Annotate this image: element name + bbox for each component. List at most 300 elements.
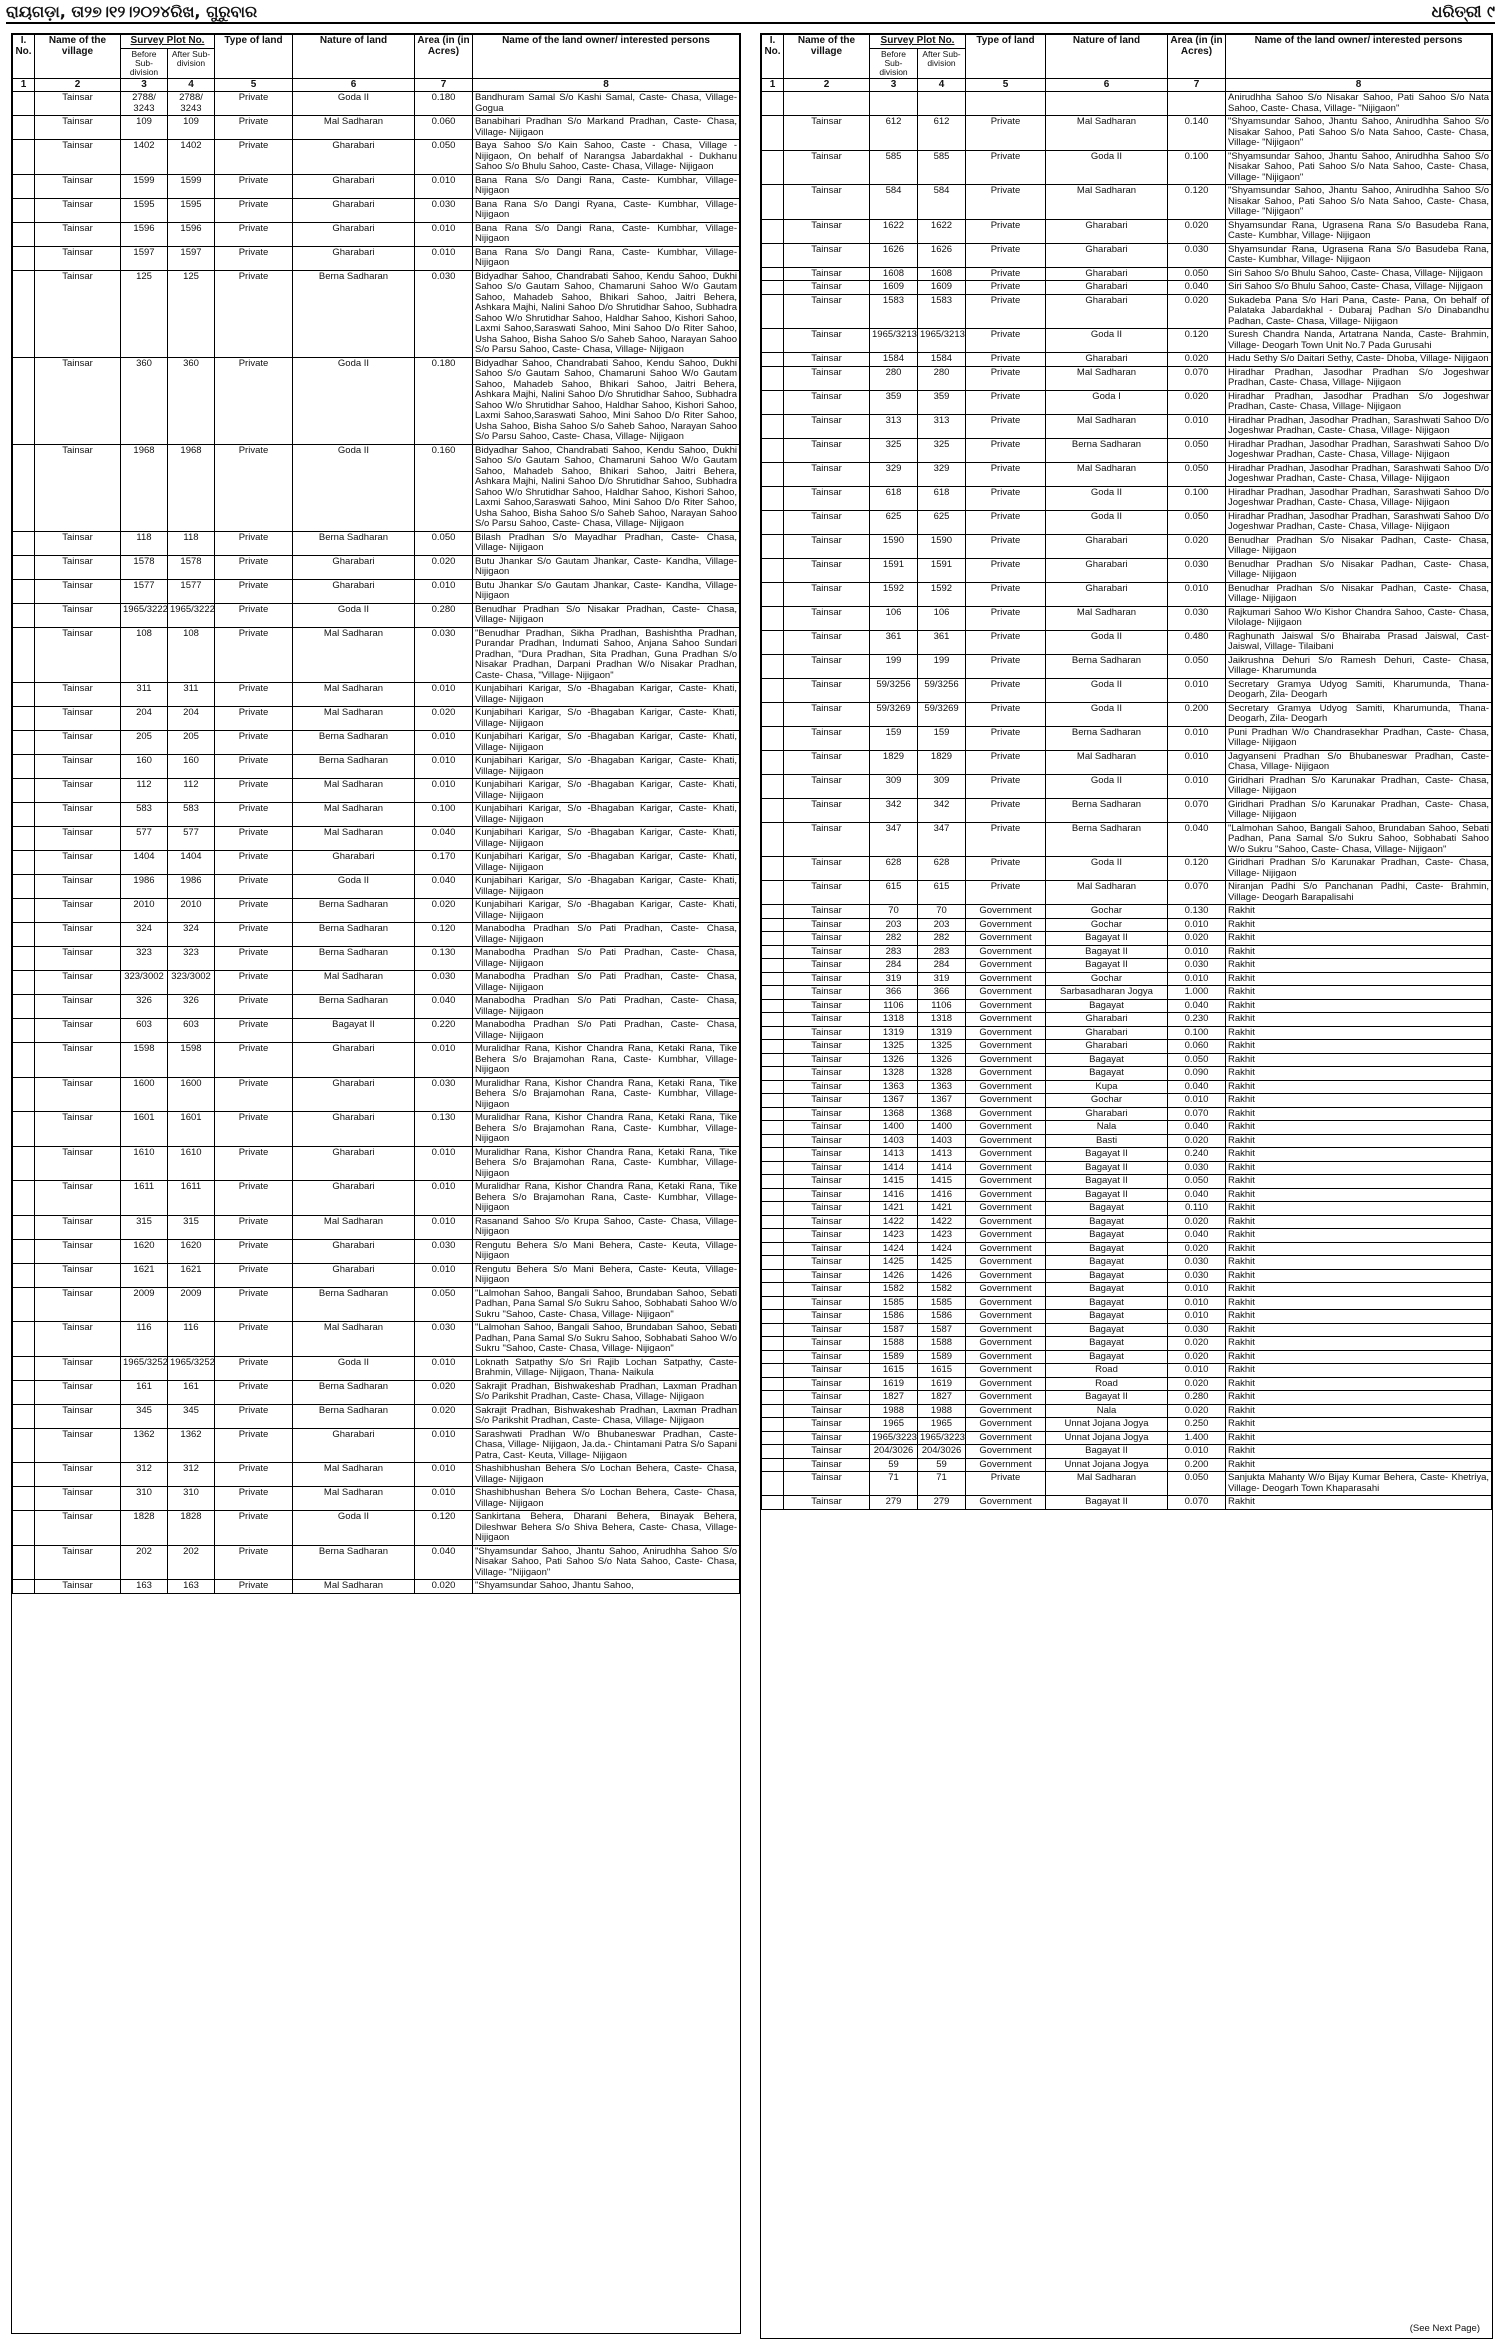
cell-owner: Bidyadhar Sahoo, Chandrabati Sahoo, Kendu Sahoo, Dukhi Sahoo S/o Gautam Sahoo, Chamaruni Sahoo W/o Gautam Sahoo, Mahadeb Sahoo, Bhikari Sahoo, Jaitri Behera, Ashkara Majhi, Nalini Sahoo D/o Shrutidhar Sahoo, Subhadra Sahoo W/o Shrutidhar Sahoo, Haldhar Sahoo, Kishori Sahoo, Laxmi Sahoo,Saraswati Sahoo, Mini Sahoo D/o Riter Sahoo, Usha Sahoo, Bisha Sahoo S/o Saheb Sahoo, Narayan Sahoo S/o Parsu Sahoo, Caste- Chasa, Village- Nijigaon	[473, 357, 740, 444]
cell-nature: Gharabari	[1046, 1040, 1168, 1054]
cell-owner: Rajkumari Sahoo W/o Kishor Chandra Sahoo, Caste- Chasa, Vilolage- Nijigaon	[1226, 606, 1492, 630]
cell-sl	[13, 899, 35, 923]
cell-village: Tainsar	[784, 1121, 870, 1135]
cell-type: Government	[966, 1377, 1046, 1391]
cell-before: 1413	[870, 1148, 918, 1162]
table-row	[13, 1322, 740, 1357]
cell-area: 0.050	[1168, 267, 1226, 281]
table-row	[13, 1580, 740, 1594]
cell-type: Private	[966, 486, 1046, 510]
table-row	[762, 1094, 1492, 1108]
cell-nature: Goda II	[293, 92, 415, 116]
col-number: 6	[293, 78, 415, 92]
table-row	[762, 1188, 1492, 1202]
cell-after: 618	[918, 486, 966, 510]
cell-nature: Gharabari	[293, 555, 415, 579]
cell-area: 0.100	[1168, 486, 1226, 510]
cell-area: 0.070	[1168, 881, 1226, 905]
cell-type: Government	[966, 1215, 1046, 1229]
cell-owner: Manabodha Pradhan S/o Pati Pradhan, Caste- Chasa, Village- Nijigaon	[473, 947, 740, 971]
cell-owner: Rakhit	[1226, 1269, 1492, 1283]
cell-before: 282	[870, 932, 918, 946]
cell-owner: Rakhit	[1226, 986, 1492, 1000]
header-date: ରାୟଗଡ଼ା, ତା୨୭।୧୨।୨୦୨୪ରିଖ, ଗୁରୁବାର	[6, 2, 258, 21]
cell-village: Tainsar	[784, 1337, 870, 1351]
cell-after: 1328	[918, 1067, 966, 1081]
cell-owner: "Shyamsundar Sahoo, Jhantu Sahoo, Anirudhha Sahoo S/o Nisakar Sahoo, Pati Sahoo S/o Nata Sahoo, Caste- Chasa, Village- "Nijigaon"	[1226, 150, 1492, 185]
cell-village: Tainsar	[784, 905, 870, 919]
cell-owner: Rakhit	[1226, 1445, 1492, 1459]
cell-nature: Basti	[1046, 1134, 1168, 1148]
cell-nature: Berna Sadharan	[293, 270, 415, 357]
cell-village: Tainsar	[35, 1580, 121, 1594]
cell-area: 0.060	[415, 116, 473, 140]
cell-after: 319	[918, 972, 966, 986]
cell-type: Private	[966, 366, 1046, 390]
cell-before: 1965/3223	[870, 1431, 918, 1445]
cell-nature: Kupa	[1046, 1080, 1168, 1094]
cell-village: Tainsar	[35, 627, 121, 683]
cell-before: 1416	[870, 1188, 918, 1202]
cell-before: 118	[121, 531, 168, 555]
cell-village: Tainsar	[784, 582, 870, 606]
cell-sl	[13, 779, 35, 803]
cell-after: 1326	[918, 1053, 966, 1067]
cell-after: 625	[918, 510, 966, 534]
cell-after: 577	[168, 827, 215, 851]
cell-before: 326	[121, 995, 168, 1019]
table-row	[13, 707, 740, 731]
cell-type: Government	[966, 1256, 1046, 1270]
cell-nature: Gharabari	[293, 246, 415, 270]
table-row	[762, 1323, 1492, 1337]
cell-area: 0.050	[1168, 654, 1226, 678]
cell-owner: Rakhit	[1226, 1013, 1492, 1027]
cell-after: 584	[918, 185, 966, 220]
cell-after: 2788/ 3243	[168, 92, 215, 116]
cell-owner: Rakhit	[1226, 1121, 1492, 1135]
cell-nature: Goda II	[1046, 630, 1168, 654]
cell-village: Tainsar	[35, 198, 121, 222]
cell-area: 0.120	[1168, 857, 1226, 881]
cell-area: 0.020	[1168, 932, 1226, 946]
cell-type: Government	[966, 1269, 1046, 1283]
cell-owner: Rakhit	[1226, 1418, 1492, 1432]
cell-after: 1426	[918, 1269, 966, 1283]
table-row	[762, 945, 1492, 959]
table-row	[762, 1053, 1492, 1067]
table-row	[13, 92, 740, 116]
left-table-body	[13, 92, 740, 1594]
cell-before: 59/3269	[870, 702, 918, 726]
cell-area: 0.040	[1168, 999, 1226, 1013]
cell-sl	[762, 1256, 784, 1270]
cell-owner: Banabihari Pradhan S/o Markand Pradhan, Caste- Chasa, Village- Nijigaon	[473, 116, 740, 140]
cell-owner: Manabodha Pradhan S/o Pati Pradhan, Caste- Chasa, Village- Nijigaon	[473, 923, 740, 947]
cell-area: 0.230	[1168, 1013, 1226, 1027]
cell-area: 0.010	[1168, 678, 1226, 702]
cell-type: Government	[966, 1013, 1046, 1027]
cell-village: Tainsar	[784, 1350, 870, 1364]
cell-village: Tainsar	[35, 1019, 121, 1043]
cell-before: 1965/3213	[870, 329, 918, 353]
cell-nature: Goda II	[293, 875, 415, 899]
cell-before	[870, 92, 918, 116]
cell-area: 0.040	[415, 875, 473, 899]
cell-village: Tainsar	[784, 918, 870, 932]
cell-nature: Bagayat II	[1046, 1175, 1168, 1189]
table-row	[13, 947, 740, 971]
cell-nature: Nala	[1046, 1121, 1168, 1135]
cell-type: Private	[215, 683, 293, 707]
cell-before: 1595	[121, 198, 168, 222]
table-row	[13, 1463, 740, 1487]
cell-nature: Gharabari	[1046, 219, 1168, 243]
cell-after: 1421	[918, 1202, 966, 1216]
cell-village: Tainsar	[784, 774, 870, 798]
cell-nature: Gharabari	[293, 851, 415, 875]
cell-owner: Manabodha Pradhan S/o Pati Pradhan, Caste- Chasa, Village- Nijigaon	[473, 1019, 740, 1043]
cell-area: 0.010	[1168, 945, 1226, 959]
cell-sl	[13, 579, 35, 603]
cell-village: Tainsar	[35, 899, 121, 923]
cell-village: Tainsar	[35, 1215, 121, 1239]
cell-owner: Rakhit	[1226, 1215, 1492, 1229]
table-row	[13, 1511, 740, 1546]
cell-owner: Rakhit	[1226, 1148, 1492, 1162]
cell-type: Government	[966, 1148, 1046, 1162]
cell-area: 0.010	[415, 683, 473, 707]
cell-nature: Mal Sadharan	[1046, 462, 1168, 486]
header-area: Area (in (in Acres)	[1168, 35, 1226, 79]
cell-type: Government	[966, 972, 1046, 986]
cell-nature: Goda II	[1046, 150, 1168, 185]
cell-before: 1599	[121, 174, 168, 198]
cell-area: 0.010	[1168, 1445, 1226, 1459]
cell-owner: Manabodha Pradhan S/o Pati Pradhan, Caste- Chasa, Village- Nijigaon	[473, 995, 740, 1019]
cell-nature: Berna Sadharan	[293, 1287, 415, 1322]
cell-village: Tainsar	[784, 1377, 870, 1391]
table-row	[13, 1181, 740, 1216]
cell-nature: Mal Sadharan	[293, 1487, 415, 1511]
cell-type: Private	[215, 707, 293, 731]
cell-village: Tainsar	[784, 438, 870, 462]
cell-after: 1609	[918, 281, 966, 295]
table-row	[762, 959, 1492, 973]
cell-before: 323	[121, 947, 168, 971]
cell-sl	[762, 1431, 784, 1445]
header-type: Type of land	[215, 35, 293, 79]
cell-area: 0.040	[1168, 1121, 1226, 1135]
cell-nature: Gharabari	[1046, 281, 1168, 295]
table-row	[762, 329, 1492, 353]
cell-nature: Goda II	[1046, 486, 1168, 510]
table-row	[762, 1202, 1492, 1216]
cell-area: 0.030	[1168, 1323, 1226, 1337]
cell-after: 1600	[168, 1077, 215, 1112]
cell-village: Tainsar	[35, 555, 121, 579]
cell-village: Tainsar	[35, 1146, 121, 1181]
cell-before: 108	[121, 627, 168, 683]
cell-before: 1621	[121, 1263, 168, 1287]
cell-type: Private	[215, 923, 293, 947]
cell-sl	[762, 1067, 784, 1081]
cell-village: Tainsar	[784, 750, 870, 774]
cell-after: 1368	[918, 1107, 966, 1121]
cell-owner: Loknath Satpathy S/o Sri Rajib Lochan Satpathy, Caste- Brahmin, Village- Nijigaon, Thana- Naikula	[473, 1356, 740, 1380]
cell-village: Tainsar	[35, 1511, 121, 1546]
table-row	[762, 462, 1492, 486]
cell-before: 1362	[121, 1428, 168, 1463]
cell-type: Private	[215, 270, 293, 357]
cell-village: Tainsar	[784, 654, 870, 678]
cell-nature: Bagayat II	[1046, 1445, 1168, 1459]
cell-sl	[762, 1445, 784, 1459]
cell-nature: Berna Sadharan	[1046, 438, 1168, 462]
cell-village: Tainsar	[35, 875, 121, 899]
cell-village: Tainsar	[784, 1013, 870, 1027]
cell-sl	[762, 1418, 784, 1432]
table-row	[13, 1404, 740, 1428]
cell-after: 1585	[918, 1296, 966, 1310]
table-row	[762, 1013, 1492, 1027]
cell-before: 283	[870, 945, 918, 959]
header-page-number: ଧରିତ୍ରୀ ୯	[1431, 2, 1495, 21]
cell-area: 0.130	[1168, 905, 1226, 919]
cell-type: Private	[215, 579, 293, 603]
cell-owner: Rakhit	[1226, 959, 1492, 973]
cell-sl	[762, 1080, 784, 1094]
cell-owner: Rakhit	[1226, 905, 1492, 919]
cell-owner: Suresh Chandra Nanda, Artatrana Nanda, Caste- Brahmin, Village- Deogarh Town Unit No.7 Pada Gurusahi	[1226, 329, 1492, 353]
cell-after: 108	[168, 627, 215, 683]
cell-village: Tainsar	[784, 366, 870, 390]
cell-area: 0.010	[415, 1487, 473, 1511]
cell-nature: Goda II	[293, 444, 415, 531]
cell-area: 0.010	[1168, 918, 1226, 932]
cell-sl	[13, 875, 35, 899]
cell-before: 585	[870, 150, 918, 185]
cell-type: Government	[966, 959, 1046, 973]
cell-after: 1414	[918, 1161, 966, 1175]
table-row	[762, 1418, 1492, 1432]
cell-village: Tainsar	[784, 1310, 870, 1324]
cell-area: 0.200	[1168, 702, 1226, 726]
cell-village: Tainsar	[784, 1296, 870, 1310]
cell-before: 59/3256	[870, 678, 918, 702]
cell-type: Private	[966, 534, 1046, 558]
cell-before: 1596	[121, 222, 168, 246]
cell-area: 0.030	[1168, 243, 1226, 267]
cell-area: 0.090	[1168, 1067, 1226, 1081]
cell-type: Government	[966, 1040, 1046, 1054]
cell-after: 612	[918, 116, 966, 151]
cell-area: 0.020	[1168, 1377, 1226, 1391]
cell-owner: Butu Jhankar S/o Gautam Jhankar, Caste- Kandha, Village- Nijigaon	[473, 555, 740, 579]
cell-type: Government	[966, 1445, 1046, 1459]
cell-type: Private	[215, 140, 293, 175]
header-before: Before Sub-division	[121, 48, 168, 78]
table-row	[762, 654, 1492, 678]
cell-area: 0.010	[1168, 1310, 1226, 1324]
cell-before: 309	[870, 774, 918, 798]
cell-sl	[13, 444, 35, 531]
cell-after: 1988	[918, 1404, 966, 1418]
cell-before: 1106	[870, 999, 918, 1013]
cell-owner: Kunjabihari Karigar, S/o -Bhagaban Karigar, Caste- Khati, Village- Nijigaon	[473, 779, 740, 803]
cell-nature: Gharabari	[293, 1112, 415, 1147]
cell-sl	[13, 1380, 35, 1404]
cell-area: 0.100	[1168, 1026, 1226, 1040]
cell-area: 0.280	[415, 603, 473, 627]
table-row	[13, 923, 740, 947]
cell-after: 1827	[918, 1391, 966, 1405]
cell-owner: Rakhit	[1226, 1175, 1492, 1189]
cell-village: Tainsar	[784, 1496, 870, 1510]
cell-area: 0.010	[1168, 1283, 1226, 1297]
cell-sl	[762, 654, 784, 678]
cell-type: Private	[215, 851, 293, 875]
cell-before: 313	[870, 414, 918, 438]
cell-owner: Rakhit	[1226, 999, 1492, 1013]
cell-village: Tainsar	[35, 357, 121, 444]
cell-village: Tainsar	[784, 294, 870, 329]
cell-after: 1622	[918, 219, 966, 243]
col-number: 5	[215, 78, 293, 92]
cell-sl	[13, 731, 35, 755]
cell-owner: Benudhar Pradhan S/o Nisakar Padhan, Caste- Chasa, Village- Nijigaon	[1226, 534, 1492, 558]
cell-sl	[13, 707, 35, 731]
cell-owner: Rakhit	[1226, 1040, 1492, 1054]
cell-nature: Gochar	[1046, 1094, 1168, 1108]
cell-nature: Bagayat II	[1046, 1148, 1168, 1162]
cell-owner: Giridhari Pradhan S/o Karunakar Pradhan, Caste- Chasa, Village- Nijigaon	[1226, 774, 1492, 798]
cell-type: Private	[966, 329, 1046, 353]
cell-before: 1421	[870, 1202, 918, 1216]
table-row	[762, 1175, 1492, 1189]
cell-nature: Unnat Jojana Jogya	[1046, 1418, 1168, 1432]
cell-type: Government	[966, 999, 1046, 1013]
cell-area: 0.010	[415, 1428, 473, 1463]
col-number: 3	[121, 78, 168, 92]
cell-village: Tainsar	[35, 755, 121, 779]
cell-before: 1968	[121, 444, 168, 531]
cell-area: 0.220	[415, 1019, 473, 1043]
cell-before: 204/3026	[870, 1445, 918, 1459]
cell-before: 360	[121, 357, 168, 444]
cell-area: 0.020	[415, 1580, 473, 1594]
cell-sl	[762, 1094, 784, 1108]
cell-village: Tainsar	[784, 932, 870, 946]
cell-after: 1828	[168, 1511, 215, 1546]
cell-village: Tainsar	[35, 222, 121, 246]
cell-owner: Benudhar Pradhan S/o Nisakar Padhan, Caste- Chasa, Village- Nijigaon	[1226, 558, 1492, 582]
cell-sl	[13, 1428, 35, 1463]
cell-nature: Berna Sadharan	[1046, 654, 1168, 678]
header-after: After Sub-division	[918, 48, 966, 78]
cell-area: 0.170	[415, 851, 473, 875]
cell-after: 326	[168, 995, 215, 1019]
cell-nature: Bagayat	[1046, 1067, 1168, 1081]
cell-before: 366	[870, 986, 918, 1000]
cell-type: Private	[215, 1463, 293, 1487]
cell-type: Government	[966, 1296, 1046, 1310]
table-row	[762, 267, 1492, 281]
cell-nature: Goda II	[1046, 329, 1168, 353]
table-row	[762, 366, 1492, 390]
cell-sl	[13, 1019, 35, 1043]
cell-after: 342	[918, 798, 966, 822]
cell-type: Private	[215, 1511, 293, 1546]
cell-owner: Rakhit	[1226, 1188, 1492, 1202]
cell-area: 0.040	[1168, 1229, 1226, 1243]
col-number: 7	[1168, 78, 1226, 92]
cell-sl	[762, 1107, 784, 1121]
cell-before: 310	[121, 1487, 168, 1511]
cell-owner: Rakhit	[1226, 972, 1492, 986]
cell-type: Private	[966, 294, 1046, 329]
cell-area: 0.010	[1168, 1296, 1226, 1310]
cell-owner: Rakhit	[1226, 1242, 1492, 1256]
cell-sl	[762, 534, 784, 558]
cell-before: 1587	[870, 1323, 918, 1337]
cell-owner: Rakhit	[1226, 1296, 1492, 1310]
cell-after: 1965/3252	[168, 1356, 215, 1380]
cell-nature: Gharabari	[1046, 534, 1168, 558]
table-row	[13, 1112, 740, 1147]
cell-nature: Bagayat	[1046, 1215, 1168, 1229]
cell-before: 1425	[870, 1256, 918, 1270]
cell-owner: Rakhit	[1226, 1107, 1492, 1121]
cell-sl	[762, 1269, 784, 1283]
cell-village: Tainsar	[35, 1181, 121, 1216]
page-header	[6, 0, 1495, 22]
table-row	[762, 774, 1492, 798]
cell-village: Tainsar	[35, 174, 121, 198]
cell-after: 2010	[168, 899, 215, 923]
table-row	[762, 486, 1492, 510]
cell-type: Private	[215, 827, 293, 851]
cell-village: Tainsar	[784, 243, 870, 267]
cell-before: 583	[121, 803, 168, 827]
cell-after: 1584	[918, 353, 966, 367]
cell-village: Tainsar	[784, 702, 870, 726]
cell-after: 313	[918, 414, 966, 438]
table-row	[13, 1545, 740, 1580]
cell-before: 1600	[121, 1077, 168, 1112]
cell-type: Government	[966, 1188, 1046, 1202]
col-number: 3	[870, 78, 918, 92]
cell-area: 0.020	[1168, 1350, 1226, 1364]
cell-owner: Kunjabihari Karigar, S/o -Bhagaban Karigar, Caste- Khati, Village- Nijigaon	[473, 875, 740, 899]
cell-sl	[762, 116, 784, 151]
cell-owner: Sakrajit Pradhan, Bishwakeshab Pradhan, Laxman Pradhan S/o Parikshit Pradhan, Caste- Chasa, Village- Nijigaon	[473, 1404, 740, 1428]
table-row	[762, 1161, 1492, 1175]
cell-after: 284	[918, 959, 966, 973]
cell-type: Private	[966, 798, 1046, 822]
cell-after: 59/3269	[918, 702, 966, 726]
cell-type: Private	[215, 174, 293, 198]
cell-type: Private	[966, 726, 1046, 750]
cell-before: 1404	[121, 851, 168, 875]
cell-type: Private	[215, 531, 293, 555]
cell-village: Tainsar	[784, 1404, 870, 1418]
cell-owner: Niranjan Padhi S/o Panchanan Padhi, Caste- Brahmin, Village- Deogarh Barapalisahi	[1226, 881, 1492, 905]
table-row	[13, 222, 740, 246]
cell-nature: Mal Sadharan	[293, 827, 415, 851]
cell-village: Tainsar	[35, 116, 121, 140]
cell-owner: Bana Rana S/o Dangi Rana, Caste- Kumbhar, Village- Nijigaon	[473, 222, 740, 246]
